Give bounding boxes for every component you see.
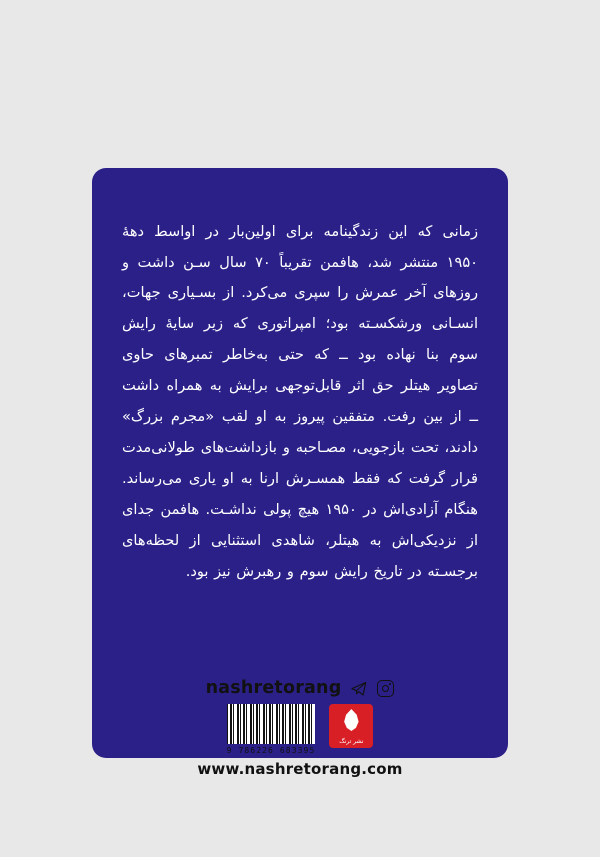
social-row <box>0 678 600 698</box>
logo-barcode-row <box>0 704 600 755</box>
barcode-block <box>227 704 316 755</box>
book-back-cover <box>92 168 508 758</box>
barcode-icon <box>227 704 315 744</box>
barcode-digits: 9 786226 683395 <box>226 746 316 755</box>
cover-footer <box>0 678 600 857</box>
publisher-logo <box>329 704 373 748</box>
website-url[interactable]: www.nashretorang.com <box>197 760 403 778</box>
telegram-icon[interactable] <box>350 680 368 697</box>
flame-icon <box>342 709 361 731</box>
back-cover-blurb: زمانی که این زندگینامه برای اولین‌بار در اواسط دههٔ ۱۹۵۰ منتشر شد، هافمن تقریباً ۷۰ سال سـن داشت و روزهای آخر عمرش را سپری می‌کرد. از بسـیاری جهات، انسـانی ورشکسـته بود؛ امپراتوری که زیر سایهٔ رایش سوم بنا نهاده بود ــ که حتی به‌خاطر تمبرهای حاوی تصاویر هیتلر حق اثر قابل‌توجهی برایش به همراه داشت ــ از بین رفت. متفقین پیروز به او لقب «مجرم بزرگ» دادند، تحت بازجویی، مصـاحبه و بازداشت‌های طولانی‌مدت قرار گرفت که فقط همسـرش ارنا به او یاری می‌رساند. هنگام آزادی‌اش در ۱۹۵۰ هیچ پولی نداشـت. هافمن جدای از نزدیکی‌اش به هیتلر، شاهدی استثنایی از لحظه‌های برجسـته در تاریخ رایش سوم و رهبرش نیز بود. <box>122 222 479 580</box>
social-handle: nashretorang <box>205 678 342 698</box>
publisher-logo-text: نشر ترنگ <box>339 738 364 746</box>
instagram-icon[interactable] <box>377 680 394 697</box>
